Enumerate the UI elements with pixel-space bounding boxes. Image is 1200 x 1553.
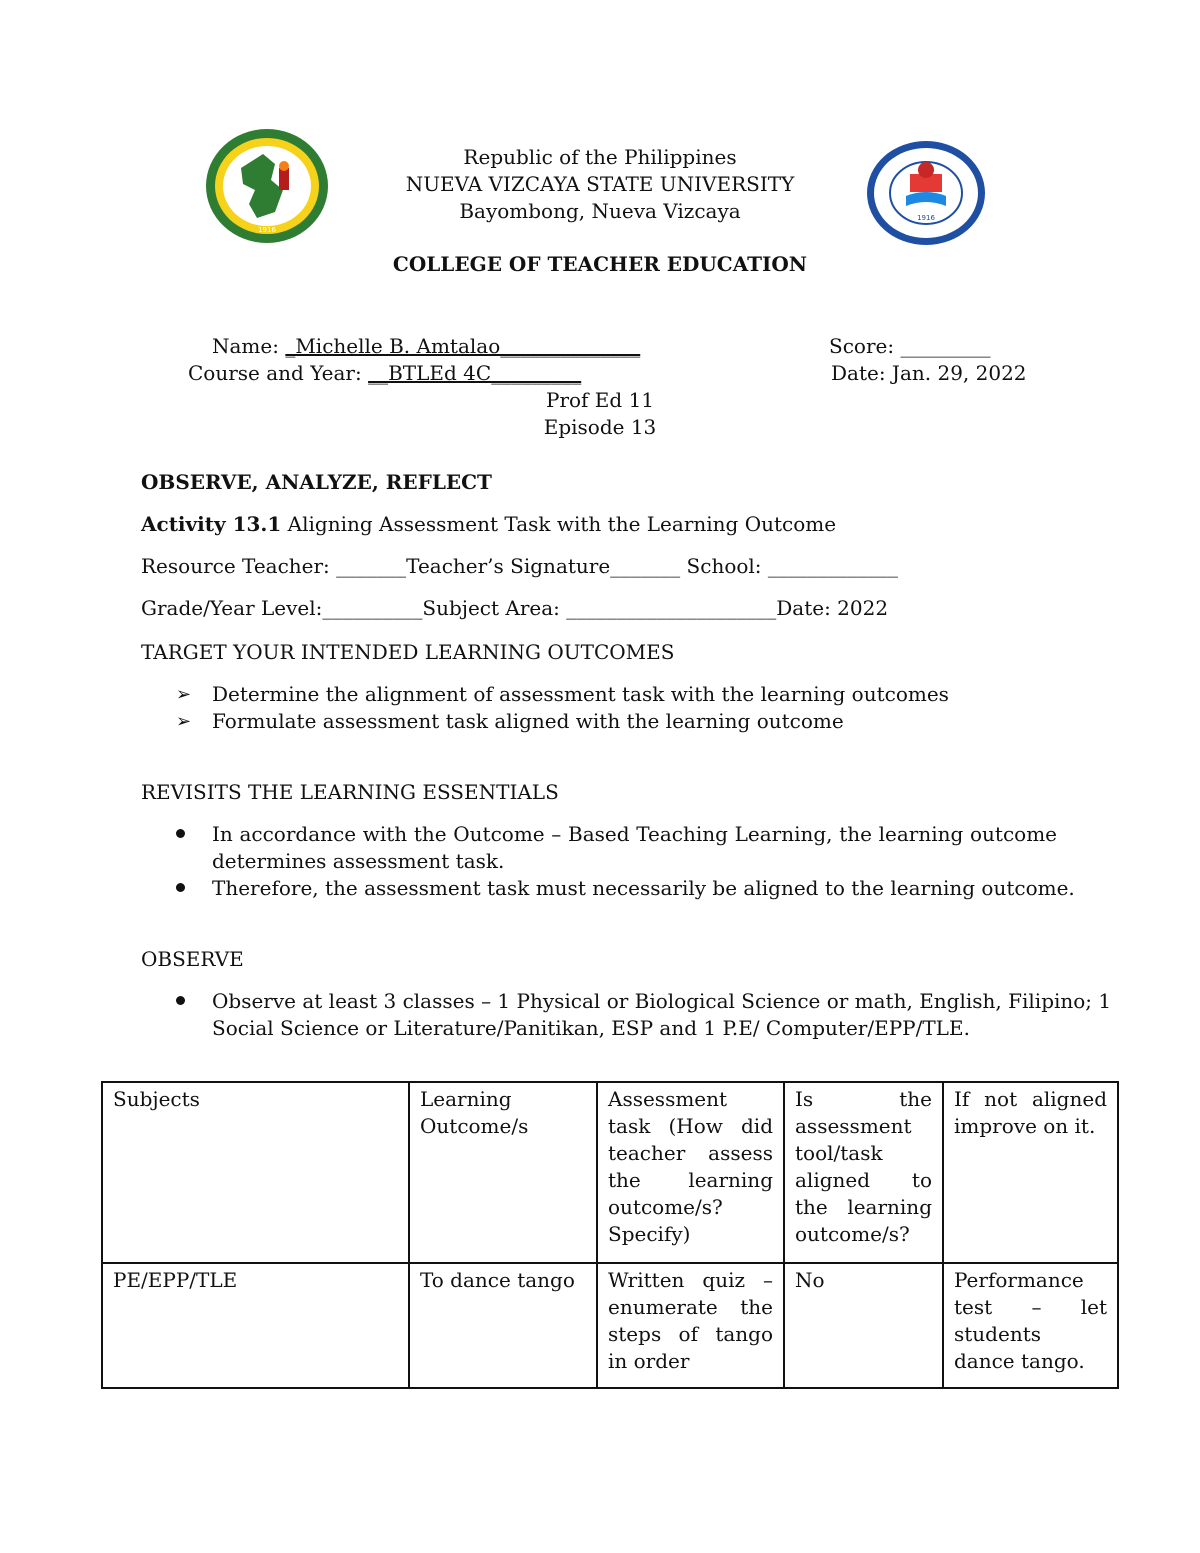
target-heading: TARGET YOUR INTENDED LEARNING OUTCOMES	[141, 640, 675, 664]
header-learning-outcomes: Learning Outcome/s	[409, 1082, 597, 1263]
score-value: _________	[900, 334, 991, 358]
subject-code: Prof Ed 11	[545, 388, 655, 412]
activity-label: Activity 13.1	[141, 512, 282, 536]
observe-item-line-2: Social Science or Literature/Panitikan, ESP and 1 P.E/ Computer/EPP/TLE.	[212, 1016, 970, 1040]
table-row	[102, 1263, 1118, 1388]
essentials-item-2: Therefore, the assessment task must necessarily be aligned to the learning outcome.	[212, 876, 1075, 900]
activity-line	[141, 512, 836, 536]
arrow-bullet-icon: ➢	[176, 711, 192, 732]
section-title: OBSERVE, ANALYZE, REFLECT	[141, 470, 492, 494]
essentials-heading: REVISITS THE LEARNING ESSENTIALS	[141, 780, 559, 804]
target-item-2: Formulate assessment task aligned with the learning outcome	[212, 709, 844, 733]
course-row	[188, 361, 581, 385]
cell-learning-outcome: To dance tango	[409, 1263, 597, 1388]
svg-text:1916: 1916	[258, 226, 276, 234]
table-header-row	[102, 1082, 1118, 1263]
course-value: __BTLEd 4C_________	[368, 361, 582, 385]
observe-item-line-1: Observe at least 3 classes – 1 Physical or Biological Science or math, English, Filipino; 1	[212, 989, 1112, 1013]
header-subjects: Subjects	[102, 1082, 409, 1263]
bullet-icon	[176, 996, 185, 1005]
bullet-icon	[176, 829, 185, 838]
score-row	[829, 334, 990, 358]
score-label: Score:	[829, 334, 895, 358]
grade-level-line: Grade/Year Level:__________Subject Area: _____________________Date: 2022	[141, 596, 889, 620]
resource-teacher-line: Resource Teacher: _______Teacher’s Signature_______ School: _____________	[141, 554, 898, 578]
essentials-item-1-line-1: In accordance with the Outcome – Based Teaching Learning, the learning outcome	[212, 822, 1057, 846]
cell-subject: PE/EPP/TLE	[102, 1263, 409, 1388]
university-address: Bayombong, Nueva Vizcaya	[459, 199, 741, 223]
arrow-bullet-icon: ➢	[176, 684, 192, 705]
republic-line: Republic of the Philippines	[463, 145, 737, 169]
observation-table	[101, 1081, 1119, 1389]
header-aligned: Is the assessment tool/task aligned to the learning outcome/s?	[784, 1082, 943, 1263]
cell-assessment-task: Written quiz – enumerate the steps of tango in order	[597, 1263, 784, 1388]
target-item-1: Determine the alignment of assessment task with the learning outcomes	[212, 682, 949, 706]
svg-text:1916: 1916	[917, 214, 935, 222]
essentials-item-1-line-2: determines assessment task.	[212, 849, 505, 873]
cell-improvement: Performance test – let students dance tango.	[943, 1263, 1118, 1388]
bullet-icon	[176, 883, 185, 892]
name-label: Name:	[212, 334, 279, 358]
svg-text:NVSU: NVSU	[916, 228, 936, 236]
name-value: _Michelle B. Amtalao______________	[285, 334, 641, 358]
header-improve: If not aligned improve on it.	[943, 1082, 1118, 1263]
course-label: Course and Year:	[188, 361, 362, 385]
university-name: NUEVA VIZCAYA STATE UNIVERSITY	[405, 172, 795, 196]
episode-number: Episode 13	[543, 415, 657, 439]
date-row: Date: Jan. 29, 2022	[831, 361, 1027, 385]
cell-aligned: No	[784, 1263, 943, 1388]
activity-title: Aligning Assessment Task with the Learning Outcome	[281, 512, 837, 536]
college-name: COLLEGE OF TEACHER EDUCATION	[392, 252, 808, 276]
name-row	[212, 334, 640, 358]
header-assessment-task: Assessment task (How did teacher assess the learning outcome/s? Specify)	[597, 1082, 784, 1263]
observe-heading: OBSERVE	[141, 947, 244, 971]
